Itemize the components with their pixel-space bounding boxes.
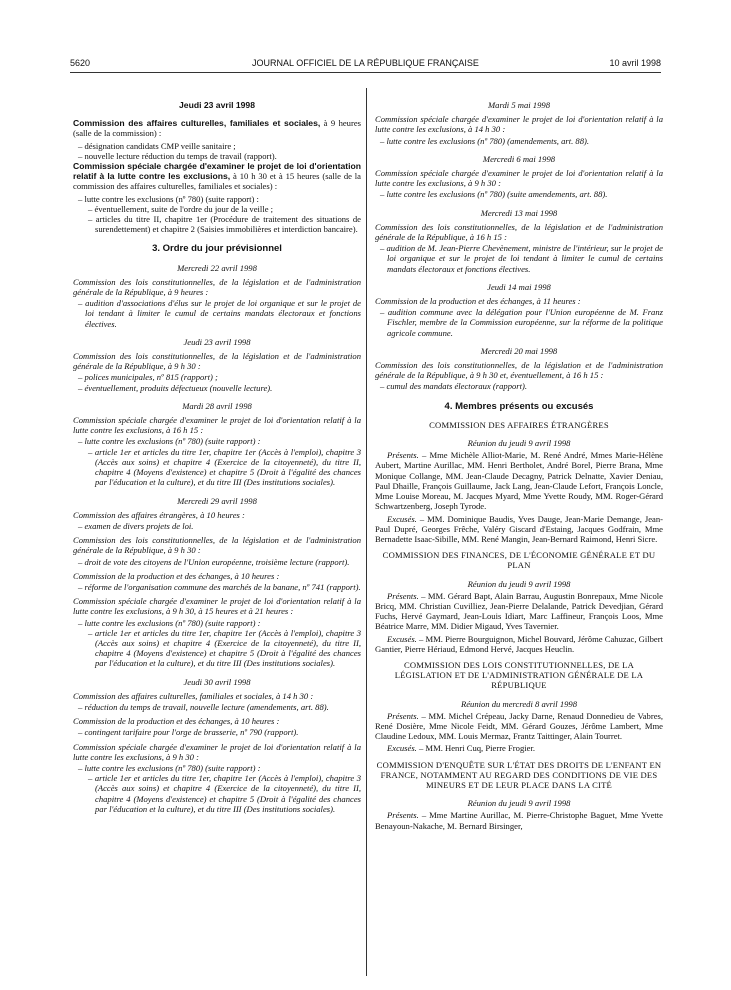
commission-entry: Commission des affaires culturelles, familiales et sociales, à 9 heures (salle de la commission) : — [73, 118, 362, 139]
date-heading: Mercredi 22 avril 1998 — [177, 262, 257, 273]
list-item: – audition d'associations d'élus sur le projet de loi organique et sur le projet de loi tendant à limiter le cumul de certains mandats électoraux et fonctions électives. — [78, 298, 361, 329]
date-heading: Jeudi 23 avril 1998 — [183, 336, 251, 347]
commission-entry: Commission spéciale chargée d'examiner le projet de loi d'orientation relatif à la lutte contre les exclusions, à 14 h 30 : — [375, 114, 663, 135]
commission-entry: Commission des lois constitutionnelles, de la législation et de l'administration générale de la République, à 16 h 15 : — [375, 221, 663, 243]
list-item: – audition de M. Jean-Pierre Chevènement, ministre de l'intérieur, sur le projet de loi organique et sur le projet de loi tendant à limiter le cumul de certains mandats électoraux et fonctions électives. — [380, 243, 663, 274]
date-heading: Jeudi 14 mai 1998 — [487, 281, 551, 292]
list-item: – éventuellement, suite de l'ordre du jour de la veille ; — [88, 203, 274, 214]
meeting-date: Réunion du jeudi 9 avril 1998 — [467, 798, 571, 809]
commission-name: COMMISSION DES LOIS CONSTITUTIONNELLES, DE LA LÉGISLATION ET DE L'ADMINISTRATION GÉNÉRALE DE LA RÉPUBLIQUE — [394, 659, 644, 691]
list-item: – lutte contre les exclusions (nº 780) (suite rapport) : — [78, 762, 261, 773]
present-list: Présents. – MM. Gérard Bapt, Alain Barrau, Augustin Bonrepaux, Mme Nicole Bricq, MM. Christian Cuvilliez, Jean-Pierre Delalande, Patrick Devedjian, Gérard Fuchs, Hervé Gaymard, Jean-Louis Idiart, Marc Laffineur, François Loos, Mme Béatrice Marre, MM. Didier Migaud, Yves Tavernier. — [375, 590, 663, 632]
list-item: – audition commune avec la délégation pour l'Union européenne de M. Franz Fischler, membre de la Commission européenne, sur la réforme de la politique agricole commune. — [380, 307, 663, 338]
left-column — [73, 100, 361, 814]
list-item: – article 1er et articles du titre 1er, chapitre 1er (Accès à l'emploi), chapitre 3 (Accès aux soins) et chapitre 4 (Exercice de la citoyenneté), du titre II, chapitre 4 (Moyens d'existence) et chapitre 5 (Droit à l'égalité des chances par l'éducation et la culture), et du titre III (Des institutions sociales). — [88, 627, 361, 669]
commission-name: COMMISSION D'ENQUÊTE SUR L'ÉTAT DES DROITS DE L'ENFANT EN FRANCE, NOTAMMENT AU REGARD DES CONDITIONS DE VIE DES MINEURS ET DE LEUR PLACE DANS LA CITÉ — [376, 759, 662, 790]
present-list: Présents. – Mme Michèle Alliot-Marie, M. René André, Mmes Marie-Hélène Aubert, Martine Aurillac, MM. Henri Bertholet, André Borel, Pierre Brana, Mme Monique Collange, MM. Jean-Claude Decagny, Patrick Delnatte, Xavier Deniau, Paul Dhaille, François Guillaume, Jack Lang, Jean-Claude Lefort, François Loncle, Mme Louise Moreau, M. Jacques Myard, Mme Yvette Roudy, MM. Roger-Gérard Schwartzenberg, Joseph Tyrode. — [375, 450, 663, 512]
date-heading: Mardi 5 mai 1998 — [488, 100, 550, 110]
commission-entry: Commission des affaires étrangères, à 10 heures : — [73, 509, 245, 520]
list-item: – polices municipales, nº 815 (rapport) ; — [78, 372, 218, 383]
right-column — [375, 100, 663, 833]
list-item: – droit de vote des citoyens de l'Union européenne, troisième lecture (rapport). — [78, 556, 350, 567]
excused-list: Excusés. – MM. Dominique Baudis, Yves Dauge, Jean-Marie Demange, Jean-Paul Dupré, Georges Frêche, Valéry Giscard d'Estaing, Jacques Godfrain, Mme Bernadette Isaac-Sibille, MM. René Mangin, Jean-Bernard Raimond, Henri Sicre. — [375, 513, 663, 544]
column-divider — [366, 88, 367, 976]
list-item: – article 1er et articles du titre 1er, chapitre 1er (Accès à l'emploi), chapitre 3 (Accès aux soins) et chapitre 4 (Exercice de la citoyenneté), du titre II, chapitre 4 (Moyens d'existence) et chapitre 5 (Droit à l'égalité des chances par l'éducation et la culture), et du titre III (Des institutions sociales). — [88, 446, 361, 488]
commission-entry: Commission de la production et des échanges, à 10 heures : — [73, 716, 280, 727]
date-heading: Mercredi 13 mai 1998 — [480, 207, 558, 218]
commission-entry: Commission de la production et des échanges, à 11 heures : — [375, 296, 581, 307]
list-item: – examen de divers projets de loi. — [78, 520, 194, 531]
commission-entry: Commission spéciale chargée d'examiner le projet de loi d'orientation relatif à la lutte contre les exclusions, à 9 h 30 : — [375, 168, 663, 189]
list-item: – réduction du temps de travail, nouvelle lecture (amendements, art. 88). — [78, 701, 329, 712]
present-list: Présents. – Mme Martine Aurillac, M. Pierre-Christophe Baguet, Mme Yvette Benayoun-Nakache, M. Bernard Birsinger, — [375, 810, 663, 831]
date-heading: Mardi 28 avril 1998 — [182, 400, 252, 411]
meeting-date: Réunion du jeudi 9 avril 1998 — [467, 578, 571, 589]
commission-entry: Commission de la production et des échanges, à 10 heures : — [73, 570, 280, 581]
list-item: – désignation candidats CMP veille sanitaire ; — [78, 140, 236, 151]
commission-entry: Commission spéciale chargée d'examiner le projet de loi d'orientation relatif à la lutte contre les exclusions, à 9 h 30, à 15 heures et à 21 heures : — [73, 596, 361, 617]
meeting-date: Réunion du jeudi 9 avril 1998 — [467, 438, 571, 449]
commission-entry: Commission des lois constitutionnelles, de la législation et de l'administration générale de la République, à 9 h 30 : — [73, 351, 361, 372]
item-list — [73, 141, 361, 161]
list-item: – cumul des mandats électoraux (rapport). — [380, 381, 528, 392]
date-heading: Mercredi 29 avril 1998 — [177, 495, 257, 506]
excused-list: Excusés. – MM. Henri Cuq, Pierre Frogier. — [387, 743, 535, 754]
list-item: – lutte contre les exclusions (nº 780) (suite amendements, art. 88). — [380, 189, 608, 200]
present-list: Présents. – MM. Michel Crépeau, Jacky Darne, Renaud Donnedieu de Vabres, René Dosière, Mme Nicole Feidt, MM. Gérard Gouzes, Jérôme Lambert, Mme Claudine Ledoux, MM. Louis Mermaz, Frantz Taittinger, Alain Tourret. — [375, 710, 663, 742]
list-item: – lutte contre les exclusions (nº 780) (suite rapport) : — [78, 193, 259, 204]
section-heading: 3. Ordre du jour prévisionnel — [152, 243, 282, 255]
list-item: – lutte contre les exclusions (nº 780) (suite rapport) : — [78, 617, 261, 628]
header-rule — [70, 72, 661, 73]
commission-entry: Commission spéciale chargée d'examiner le projet de loi d'orientation relatif à la lutte contre les exclusions, à 10 h 30 et à 15 heures (salle de la commission des affaires culturelles, familiales et sociales) : — [73, 161, 361, 192]
meeting-date: Réunion du mercredi 8 avril 1998 — [460, 698, 578, 709]
commission-entry: Commission des lois constitutionnelles, de la législation et de l'administration générale de la République, à 9 heures : — [73, 276, 361, 298]
excused-list: Excusés. – MM. Pierre Bourguignon, Michel Bouvard, Jérôme Cahuzac, Gilbert Gantier, Pierre Hériaud, Edmond Hervé, Jacques Heuclin. — [375, 633, 663, 654]
section-heading: 4. Membres présents ou excusés — [444, 400, 594, 412]
list-item: – lutte contre les exclusions (nº 780) (amendements, art. 88). — [380, 135, 590, 146]
issue-date: 10 avril 1998 — [609, 58, 661, 68]
commission-entry: Commission des lois constitutionnelles, de la législation et de l'administration générale de la République, à 9 h 30 et, éventuellement, à 16 h 15 : — [375, 360, 663, 381]
date-heading: Mercredi 6 mai 1998 — [482, 153, 556, 164]
page-number: 5620 — [70, 58, 91, 68]
list-item: – lutte contre les exclusions (nº 780) (suite rapport) : — [78, 436, 261, 447]
commission-entry: Commission spéciale chargée d'examiner le projet de loi d'orientation relatif à la lutte contre les exclusions, à 16 h 15 : — [73, 415, 361, 436]
list-item: – article 1er et articles du titre 1er, chapitre 1er (Accès à l'emploi), chapitre 3 (Accès aux soins) et chapitre 4 (Exercice de la citoyenneté), du titre II, chapitre 4 (Moyens d'existence) et chapitre 5 (Droit à l'égalité des chances par l'éducation et la culture), et du titre III (Des institutions sociales). — [88, 773, 361, 814]
commission-name: COMMISSION DES AFFAIRES ÉTRANGÈRES — [429, 419, 609, 430]
date-heading: Mercredi 20 mai 1998 — [480, 345, 558, 356]
journal-title: JOURNAL OFFICIEL DE LA RÉPUBLIQUE FRANÇAISE — [252, 58, 479, 68]
list-item: – nouvelle lecture réduction du temps de travail (rapport). — [78, 150, 277, 161]
date-heading: Jeudi 30 avril 1998 — [183, 676, 251, 687]
list-item: – contingent tarifaire pour l'orge de brasserie, nº 790 (rapport). — [78, 727, 299, 738]
list-item: – éventuellement, produits défectueux (nouvelle lecture). — [78, 382, 273, 393]
commission-entry: Commission des lois constitutionnelles, de la législation et de l'administration générale de la République, à 9 h 30 : — [73, 535, 361, 556]
commission-name: COMMISSION DES FINANCES, DE L'ÉCONOMIE GÉNÉRALE ET DU PLAN — [382, 550, 656, 571]
list-item: – articles du titre II, chapitre 1er (Procédure de traitement des situations de surendettement) et chapitre 2 (Saisies immobilières et interdiction bancaire). — [88, 214, 361, 235]
list-item: – réforme de l'organisation commune des marchés de la banane, nº 741 (rapport). — [78, 581, 361, 592]
commission-entry: Commission des affaires culturelles, familiales et sociales, à 14 h 30 : — [73, 690, 314, 701]
date-heading: Jeudi 23 avril 1998 — [179, 100, 255, 110]
commission-entry: Commission spéciale chargée d'examiner le projet de loi d'orientation relatif à la lutte contre les exclusions, à 9 h 30 : — [73, 741, 361, 762]
